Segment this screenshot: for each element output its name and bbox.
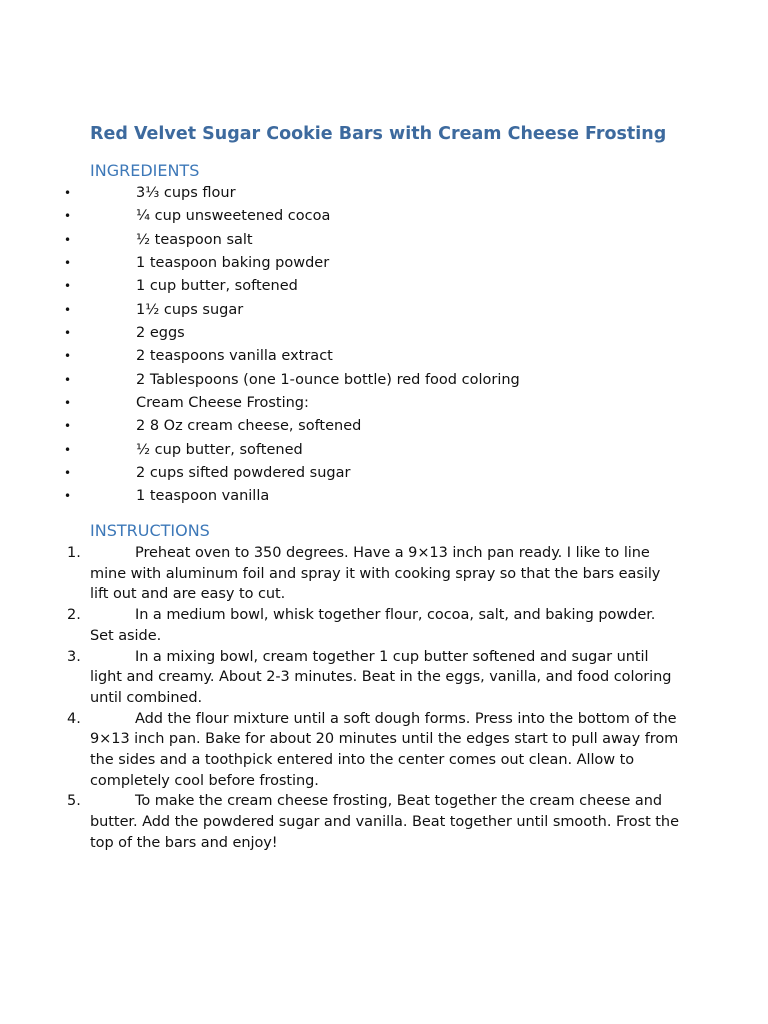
bullet-icon: • [64, 349, 72, 364]
ingredient-item [0, 252, 768, 275]
ingredient-text: ½ teaspoon salt [136, 231, 253, 248]
ingredient-item [0, 415, 768, 438]
bullet-icon: • [64, 256, 72, 271]
ingredient-text: Cream Cheese Frosting: [136, 395, 309, 412]
ingredient-item [0, 299, 768, 322]
ingredient-text: 2 Tablespoons (one 1-ounce bottle) red food coloring [136, 371, 520, 388]
bullet-icon: • [64, 396, 72, 411]
bullet-icon: • [64, 419, 72, 434]
ingredient-text: ¼ cup unsweetened cocoa [136, 208, 331, 225]
recipe-title: Red Velvet Sugar Cookie Bars with Cream Cheese Frosting [90, 124, 667, 144]
step-number: 5. [67, 793, 81, 810]
bullet-icon: • [64, 232, 72, 247]
step-number: 3. [67, 648, 81, 665]
ingredient-item [0, 322, 768, 345]
bullet-icon: • [64, 442, 72, 457]
ingredient-text: 2 teaspoons vanilla extract [136, 348, 333, 365]
instructions-list [0, 543, 768, 854]
step-text: Add the flour mixture until a soft dough forms. Press into the bottom of the 9×13 inch pan. Bake for about 20 minutes until the edges start to pull away from the sides and a toothpick entered into the center comes out clean. Allow to completely cool before frosting. [90, 710, 679, 789]
ingredient-item [0, 462, 768, 485]
step-number: 4. [67, 710, 81, 727]
instruction-step [0, 709, 768, 792]
bullet-icon: • [64, 326, 72, 341]
ingredient-item [0, 275, 768, 298]
ingredients-list [0, 182, 768, 509]
ingredient-item [0, 205, 768, 228]
ingredient-text: 1 cup butter, softened [136, 278, 298, 295]
instruction-step [0, 543, 768, 605]
ingredient-text: 2 cups sifted powdered sugar [136, 465, 351, 482]
ingredient-text: 2 eggs [136, 325, 185, 342]
step-text: To make the cream cheese frosting, Beat together the cream cheese and butter. Add the powdered sugar and vanilla. Beat together until smooth. Frost the top of the bars and enjoy! [90, 793, 679, 851]
ingredient-item [0, 182, 768, 205]
ingredients-heading: INGREDIENTS [90, 161, 200, 180]
step-text: Preheat oven to 350 degrees. Have a 9×13 inch pan ready. I like to line mine with aluminum foil and spray it with cooking spray so that the bars easily lift out and are easy to cut. [90, 545, 661, 603]
step-number: 2. [67, 607, 81, 624]
bullet-icon: • [64, 279, 72, 294]
ingredient-text: ½ cup butter, softened [136, 441, 303, 458]
ingredient-item [0, 485, 768, 508]
instruction-step [0, 791, 768, 853]
step-text: In a medium bowl, whisk together flour, cocoa, salt, and baking powder. Set aside. [90, 607, 656, 644]
ingredient-item [0, 439, 768, 462]
ingredient-text: 1½ cups sugar [136, 301, 244, 318]
instruction-step [0, 605, 768, 646]
step-text: In a mixing bowl, cream together 1 cup butter softened and sugar until light and creamy. About 2-3 minutes. Beat in the eggs, vanilla, and food coloring until combined. [90, 648, 672, 706]
bullet-icon: • [64, 302, 72, 317]
ingredient-item [0, 369, 768, 392]
ingredient-text: 2 8 Oz cream cheese, softened [136, 418, 362, 435]
bullet-icon: • [64, 372, 72, 387]
bullet-icon: • [64, 466, 72, 481]
ingredient-item [0, 345, 768, 368]
ingredient-item [0, 392, 768, 415]
ingredient-text: 1 teaspoon baking powder [136, 255, 330, 272]
ingredient-text: 3⅓ cups flour [136, 185, 236, 201]
step-number: 1. [67, 545, 81, 561]
bullet-icon: • [64, 209, 72, 224]
bullet-icon: • [64, 489, 72, 504]
instruction-step [0, 647, 768, 709]
ingredient-item [0, 229, 768, 252]
instructions-heading: INSTRUCTIONS [90, 521, 210, 540]
ingredient-text: 1 teaspoon vanilla [136, 488, 270, 505]
bullet-icon: • [64, 186, 72, 200]
